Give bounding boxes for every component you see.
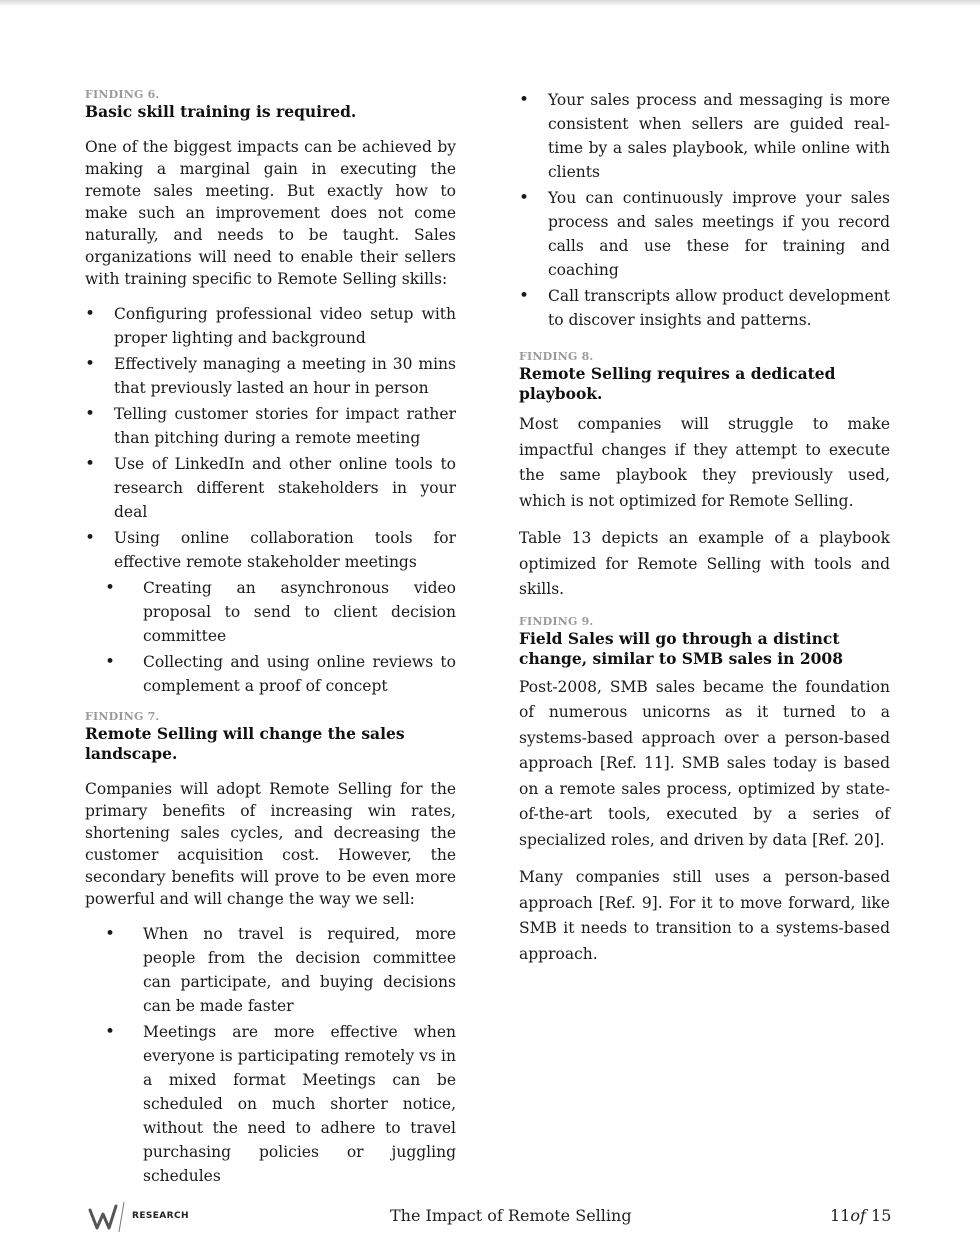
finding-8-paragraph-2: Table 13 depicts an example of a playbook optimized for Remote Selling with tools and skills. [519, 529, 890, 598]
list-item: • Using online collaboration tools for effective remote stakeholder meetings [85, 526, 456, 574]
finding-6-list [85, 302, 456, 698]
current-page: 11 [830, 1206, 851, 1225]
w-logo-icon [88, 1200, 128, 1234]
finding-8-paragraph-1: Most companies will struggle to make impactful changes if they attempt to execute the same playbook they previously used, which is not optimized for Remote Selling. [519, 415, 890, 510]
list-item: • Effectively managing a meeting in 30 mins that previously lasted an hour in person [85, 352, 456, 400]
finding-9-paragraph-2: Many companies still uses a person-based approach [Ref. 9]. For it to move forward, like SMB it needs to transition to a systems-based approach. [519, 868, 890, 963]
list-item: • Telling customer stories for impact rather than pitching during a remote meeting [85, 402, 456, 450]
list-subitem: • Meetings are more effective when everyone is participating remotely vs in a mixed format Meetings can be scheduled on much shorter notice, without the need to adhere to travel purchasing policies or juggling schedules [85, 1020, 456, 1188]
list-subitem: • When no travel is required, more people from the decision committee can participate, and buying decisions can be made faster [85, 922, 456, 1018]
list-subitem: • Collecting and using online reviews to complement a proof of concept [85, 650, 456, 698]
list-item: • Use of LinkedIn and other online tools to research different stakeholders in your deal [85, 452, 456, 524]
finding-8-label: FINDING 8. [519, 350, 594, 363]
finding-7-label: FINDING 7. [85, 710, 160, 723]
finding-9-paragraph-1: Post-2008, SMB sales became the foundation of numerous unicorns as it turned to a systems-based approach over a person-based approach [Ref. 11]. SMB sales today is based on a remote sales process, optimized by state-of-the-art tools, executed by a series of specialized roles, and driven by data [Ref. 20]. [519, 677, 890, 849]
left-column [85, 88, 456, 1200]
finding-9-heading: Field Sales will go through a distinct change, similar to SMB sales in 2008 [519, 628, 843, 668]
finding-8-heading: Remote Selling requires a dedicated playbook. [519, 364, 836, 403]
finding-7-heading: Remote Selling will change the sales landscape. [85, 724, 405, 763]
research-logo [88, 1200, 188, 1234]
finding-6-heading: Basic skill training is required. [85, 102, 357, 121]
list-item: • Your sales process and messaging is more consistent when sellers are guided real-time by a sales playbook, while online with clients [519, 88, 890, 184]
page-top-shadow [0, 0, 980, 6]
page-number [830, 1206, 891, 1225]
finding-7-list [85, 922, 456, 1188]
finding-9-label: FINDING 9. [519, 614, 594, 628]
list-item: • You can continuously improve your sales process and sales meetings if you record calls and use these for training and coaching [519, 186, 890, 282]
document-title: The Impact of Remote Selling [390, 1206, 632, 1225]
total-pages: 15 [871, 1206, 892, 1225]
logo-text: RESEARCH [132, 1211, 189, 1221]
finding-7-list-continued [519, 88, 890, 332]
finding-6-paragraph: One of the biggest impacts can be achieved by making a marginal gain in executing the remote sales meeting. But exactly how to make such an improvement does not come naturally, and needs to be taught. Sales organizations will need to enable their sellers with training specific to Remote Selling skills: [85, 138, 456, 288]
list-subitem: • Creating an asynchronous video proposal to send to client decision committee [85, 576, 456, 648]
finding-6-label: FINDING 6. [85, 88, 160, 101]
list-item: • Call transcripts allow product development to discover insights and patterns. [519, 284, 890, 332]
page-of-text: of [850, 1206, 866, 1225]
list-item: • Configuring professional video setup with proper lighting and background [85, 302, 456, 350]
finding-7-paragraph: Companies will adopt Remote Selling for the primary benefits of increasing win rates, shortening sales cycles, and decreasing the customer acquisition cost. However, the secondary benefits will prove to be even more powerful and will change the way we sell: [85, 780, 456, 908]
right-column [519, 88, 890, 979]
